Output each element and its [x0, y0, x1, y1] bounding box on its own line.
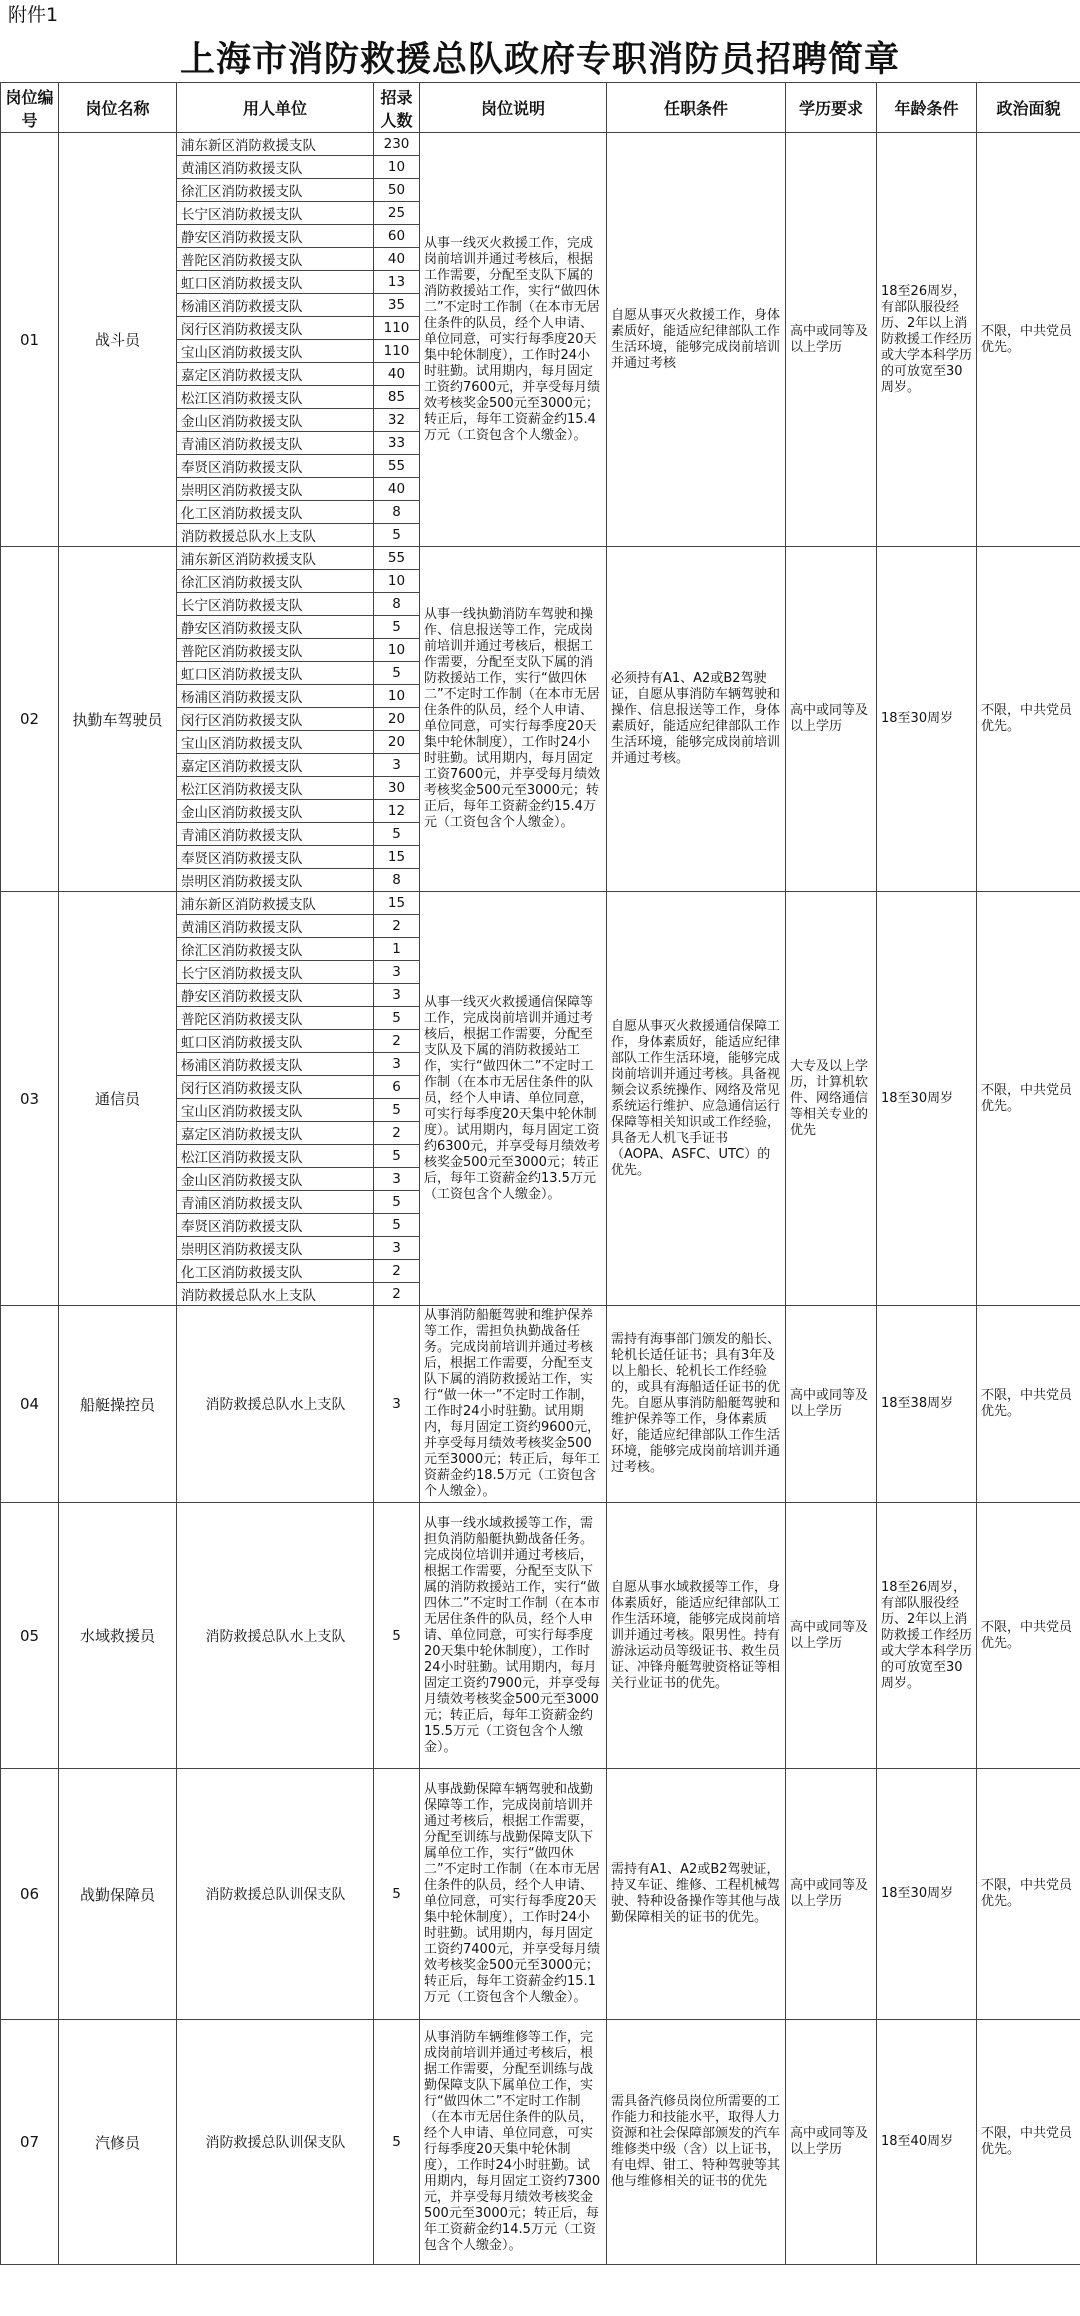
header-cell: 任职条件	[607, 83, 786, 133]
recruit-count: 2	[374, 1122, 420, 1145]
position-name: 船艇操控员	[59, 1306, 177, 1503]
recruit-count: 8	[374, 869, 420, 892]
position-requirements: 必须持有A1、A2或B2驾驶证，自愿从事消防车辆驾驶和操作、信息报送等工作，身体素质好，能适应纪律部队工作生活环境，能够完成岗前培训并通过考核。	[607, 547, 786, 892]
position-description: 从事战勤保障车辆驾驶和战勤保障等工作，完成岗前培训并通过考核后，根据工作需要，分配至训练与战勤保障支队下属单位工作，实行“做四休二”不定时工作制（在本市无居住条件的队员，经个人申请、单位同意，可实行每季度20天集中轮休制度），工作时24小时驻勤。试用期内，每月固定工资约7400元，并享受每月绩效考核奖金500元至3000元；转正后，每年工资薪金约15.1万元（工资包含个人缴金）。	[420, 1769, 607, 2020]
age-requirement: 18至30周岁	[877, 892, 977, 1306]
education-requirement: 高中或同等及以上学历	[786, 1503, 877, 1769]
employer-unit: 长宁区消防救援支队	[177, 202, 374, 225]
recruit-count: 50	[374, 179, 420, 202]
position-name: 执勤车驾驶员	[59, 547, 177, 892]
table-row	[1, 1503, 1080, 1769]
recruit-count: 3	[374, 1237, 420, 1260]
recruit-count: 40	[374, 363, 420, 386]
recruit-count: 85	[374, 386, 420, 409]
education-requirement: 高中或同等及以上学历	[786, 1306, 877, 1503]
header-cell: 岗位编号	[1, 83, 59, 133]
employer-unit: 崇明区消防救援支队	[177, 1237, 374, 1260]
recruit-count: 8	[374, 593, 420, 616]
recruit-count: 3	[374, 1306, 420, 1503]
position-code: 04	[1, 1306, 59, 1503]
header-cell: 岗位说明	[420, 83, 607, 133]
recruit-count: 230	[374, 133, 420, 156]
table-row	[1, 892, 1080, 915]
employer-unit: 长宁区消防救援支队	[177, 593, 374, 616]
header-cell: 政治面貌	[977, 83, 1080, 133]
table-row	[1, 1769, 1080, 2020]
position-code: 02	[1, 547, 59, 892]
recruit-count: 5	[374, 1191, 420, 1214]
employer-unit: 金山区消防救援支队	[177, 800, 374, 823]
political-status: 不限，中共党员优先。	[977, 133, 1080, 547]
position-name: 战斗员	[59, 133, 177, 547]
employer-unit: 浦东新区消防救援支队	[177, 133, 374, 156]
employer-unit: 普陀区消防救援支队	[177, 639, 374, 662]
position-code: 05	[1, 1503, 59, 1769]
political-status: 不限，中共党员优先。	[977, 1503, 1080, 1769]
education-requirement: 大专及以上学历，计算机软件、网络通信等相关专业的优先	[786, 892, 877, 1306]
recruit-count: 55	[374, 547, 420, 570]
employer-unit: 松江区消防救援支队	[177, 386, 374, 409]
political-status: 不限，中共党员优先。	[977, 2020, 1080, 2265]
education-requirement: 高中或同等及以上学历	[786, 547, 877, 892]
position-description: 从事消防车辆维修等工作，完成岗前培训并通过考核后，根据工作需要，分配至训练与战勤保障支队下属单位工作，实行“做四休二”不定时工作制（在本市无居住条件的队员，经个人申请、单位同意，可实行每季度20天集中轮休制度），工作时24小时驻勤。试用期内，每月固定工资约7300元，并享受每月绩效考核奖金500元至3000元；转正后，每年工资薪金约14.5万元（工资包含个人缴金）。	[420, 2020, 607, 2265]
employer-unit: 消防救援总队水上支队	[177, 524, 374, 547]
recruit-count: 5	[374, 1145, 420, 1168]
employer-unit: 杨浦区消防救援支队	[177, 1053, 374, 1076]
recruit-count: 10	[374, 639, 420, 662]
employer-unit: 崇明区消防救援支队	[177, 478, 374, 501]
recruit-count: 12	[374, 800, 420, 823]
employer-unit: 徐汇区消防救援支队	[177, 570, 374, 593]
political-status: 不限，中共党员优先。	[977, 1769, 1080, 2020]
header-cell: 学历要求	[786, 83, 877, 133]
employer-unit: 消防救援总队训保支队	[177, 2020, 374, 2265]
employer-unit: 宝山区消防救援支队	[177, 340, 374, 363]
age-requirement: 18至38周岁	[877, 1306, 977, 1503]
recruit-count: 3	[374, 984, 420, 1007]
recruit-count: 2	[374, 1283, 420, 1306]
position-requirements: 需持有A1、A2或B2驾驶证，持叉车证、维修、工程机械驾驶、特种设备操作等其他与战勤保障相关的证书的优先。	[607, 1769, 786, 2020]
age-requirement: 18至26周岁，有部队服役经历、2年以上消防救援工作经历或大学本科学历的可放宽至30周岁。	[877, 1503, 977, 1769]
table-body	[1, 133, 1080, 2265]
recruit-count: 10	[374, 570, 420, 593]
age-requirement: 18至30周岁	[877, 1769, 977, 2020]
recruit-count: 6	[374, 1076, 420, 1099]
employer-unit: 宝山区消防救援支队	[177, 731, 374, 754]
recruit-count: 10	[374, 156, 420, 179]
recruit-count: 15	[374, 846, 420, 869]
employer-unit: 静安区消防救援支队	[177, 225, 374, 248]
recruit-count: 5	[374, 2020, 420, 2265]
education-requirement: 高中或同等及以上学历	[786, 133, 877, 547]
recruit-count: 35	[374, 294, 420, 317]
header-cell: 年龄条件	[877, 83, 977, 133]
employer-unit: 消防救援总队水上支队	[177, 1283, 374, 1306]
table-row	[1, 547, 1080, 570]
employer-unit: 嘉定区消防救援支队	[177, 754, 374, 777]
recruitment-table	[0, 82, 1080, 2265]
employer-unit: 金山区消防救援支队	[177, 1168, 374, 1191]
employer-unit: 杨浦区消防救援支队	[177, 294, 374, 317]
position-requirements: 需具备汽修员岗位所需要的工作能力和技能水平，取得人力资源和社会保障部颁发的汽车维修类中级（含）以上证书，有电焊、钳工、特种驾驶等其他与维修相关的证书的优先	[607, 2020, 786, 2265]
employer-unit: 青浦区消防救援支队	[177, 432, 374, 455]
recruit-count: 55	[374, 455, 420, 478]
employer-unit: 消防救援总队水上支队	[177, 1306, 374, 1503]
recruit-count: 5	[374, 1503, 420, 1769]
political-status: 不限，中共党员优先。	[977, 1306, 1080, 1503]
attachment-label: 附件1	[8, 4, 59, 26]
employer-unit: 杨浦区消防救援支队	[177, 685, 374, 708]
employer-unit: 浦东新区消防救援支队	[177, 547, 374, 570]
employer-unit: 普陀区消防救援支队	[177, 1007, 374, 1030]
recruit-count: 10	[374, 685, 420, 708]
employer-unit: 奉贤区消防救援支队	[177, 455, 374, 478]
employer-unit: 闵行区消防救援支队	[177, 708, 374, 731]
recruit-count: 40	[374, 478, 420, 501]
employer-unit: 青浦区消防救援支队	[177, 823, 374, 846]
position-code: 01	[1, 133, 59, 547]
recruit-count: 5	[374, 1769, 420, 2020]
position-description: 从事一线执勤消防车驾驶和操作、信息报送等工作，完成岗前培训并通过考核后，根据工作需要，分配至支队下属的消防救援站工作，实行“做四休二”不定时工作制（在本市无居住条件的队员，经个人申请、单位同意，可实行每季度20天集中轮休制度），工作时24小时驻勤。试用期内，每月固定工资7600元，并享受每月绩效考核奖金500元至3000元；转正后，每年工资薪金约15.4万元（工资包含个人缴金）。	[420, 547, 607, 892]
recruit-count: 110	[374, 340, 420, 363]
employer-unit: 闵行区消防救援支队	[177, 1076, 374, 1099]
table-row	[1, 133, 1080, 156]
employer-unit: 崇明区消防救援支队	[177, 869, 374, 892]
header-cell: 岗位名称	[59, 83, 177, 133]
age-requirement: 18至30周岁	[877, 547, 977, 892]
table-header-row	[1, 83, 1080, 133]
employer-unit: 黄浦区消防救援支队	[177, 915, 374, 938]
header-cell: 用人单位	[177, 83, 374, 133]
employer-unit: 奉贤区消防救援支队	[177, 1214, 374, 1237]
employer-unit: 浦东新区消防救援支队	[177, 892, 374, 915]
recruit-count: 33	[374, 432, 420, 455]
recruit-count: 2	[374, 1030, 420, 1053]
position-code: 07	[1, 2020, 59, 2265]
recruit-count: 15	[374, 892, 420, 915]
position-name: 水域救援员	[59, 1503, 177, 1769]
employer-unit: 嘉定区消防救援支队	[177, 1122, 374, 1145]
employer-unit: 奉贤区消防救援支队	[177, 846, 374, 869]
employer-unit: 虹口区消防救援支队	[177, 271, 374, 294]
recruit-count: 3	[374, 754, 420, 777]
position-description: 从事一线灭火救援工作，完成岗前培训并通过考核后，根据工作需要，分配至支队下属的消防救援站工作，实行“做四休二”不定时工作制（在本市无居住条件的队员，经个人申请、单位同意，可实行每季度20天集中轮休制度），工作时24小时驻勤。试用期内，每月固定工资约7600元，并享受每月绩效考核奖金500元至3000元；转正后，每年工资薪金约15.4万元（工资包含个人缴金）。	[420, 133, 607, 547]
position-name: 汽修员	[59, 2020, 177, 2265]
age-requirement: 18至40周岁	[877, 2020, 977, 2265]
recruit-count: 5	[374, 616, 420, 639]
employer-unit: 闵行区消防救援支队	[177, 317, 374, 340]
recruit-count: 13	[374, 271, 420, 294]
recruit-count: 25	[374, 202, 420, 225]
political-status: 不限，中共党员优先。	[977, 547, 1080, 892]
recruit-count: 3	[374, 1168, 420, 1191]
position-name: 战勤保障员	[59, 1769, 177, 2020]
table-row	[1, 1306, 1080, 1503]
age-requirement: 18至26周岁，有部队服役经历、2年以上消防救援工作经历或大学本科学历的可放宽至30周岁。	[877, 133, 977, 547]
header-cell: 招录人数	[374, 83, 420, 133]
position-requirements: 自愿从事灭火救援工作，身体素质好，能适应纪律部队工作生活环境，能够完成岗前培训并通过考核	[607, 133, 786, 547]
employer-unit: 松江区消防救援支队	[177, 1145, 374, 1168]
recruit-count: 5	[374, 524, 420, 547]
position-description: 从事消防船艇驾驶和维护保养等工作，需担负执勤战备任务。完成岗前培训并通过考核后，根据工作需要，分配至支队下属的消防救援站工作，实行“做一休一”不定时工作制，工作时24小时驻勤。试用期内，每月固定工资约9600元，并享受每月绩效考核奖金500元至3000元；转正后，每年工资薪金约18.5万元（工资包含个人缴金）。	[420, 1306, 607, 1503]
employer-unit: 化工区消防救援支队	[177, 501, 374, 524]
recruit-count: 5	[374, 823, 420, 846]
recruit-count: 60	[374, 225, 420, 248]
education-requirement: 高中或同等及以上学历	[786, 2020, 877, 2265]
recruit-count: 3	[374, 1053, 420, 1076]
recruit-count: 2	[374, 1260, 420, 1283]
position-description: 从事一线水域救援等工作，需担负消防船艇执勤战备任务。完成岗位培训并通过考核后，根据工作需要，分配至支队下属的消防救援站工作，实行“做四休二”不定时工作制（在本市无居住条件的队员，经个人申请、单位同意，可实行每季度20天集中轮休制度），工作时24小时驻勤。试用期内，每月固定工资约7900元，并享受每月绩效考核奖金500元至3000元；转正后，每年工资薪金约15.5万元（工资包含个人缴金）。	[420, 1503, 607, 1769]
recruit-count: 5	[374, 1007, 420, 1030]
employer-unit: 嘉定区消防救援支队	[177, 363, 374, 386]
employer-unit: 静安区消防救援支队	[177, 616, 374, 639]
position-requirements: 需持有海事部门颁发的船长、轮机长适任证书；具有3年及以上船长、轮机长工作经验的，或具有海船适任证书的优先。自愿从事消防船艇驾驶和维护保养等工作，身体素质好，能适应纪律部队工作生活环境，能够完成岗前培训并通过考核。	[607, 1306, 786, 1503]
position-description: 从事一线灭火救援通信保障等工作，完成岗前培训并通过考核后，根据工作需要，分配至支队及下属的消防救援站工作，实行“做四休二”不定时工作制（在本市无居住条件的队员，经个人申请、单位同意，可实行每季度20天集中轮休制度）。试用期内，每月固定工资约6300元，并享受每月绩效考核奖金500元至3000元；转正后，每年工资薪金约13.5万元（工资包含个人缴金）。	[420, 892, 607, 1306]
recruit-count: 30	[374, 777, 420, 800]
position-requirements: 自愿从事水域救援等工作，身体素质好，能适应纪律部队工作生活环境，能够完成岗前培训并通过考核。限男性。持有游泳运动员等级证书、救生员证、冲锋舟艇驾驶资格证等相关行业证书的优先。	[607, 1503, 786, 1769]
table-row	[1, 2020, 1080, 2265]
employer-unit: 消防救援总队训保支队	[177, 1769, 374, 2020]
employer-unit: 徐汇区消防救援支队	[177, 179, 374, 202]
employer-unit: 化工区消防救援支队	[177, 1260, 374, 1283]
recruit-count: 8	[374, 501, 420, 524]
employer-unit: 松江区消防救援支队	[177, 777, 374, 800]
political-status: 不限，中共党员优先。	[977, 892, 1080, 1306]
employer-unit: 青浦区消防救援支队	[177, 1191, 374, 1214]
employer-unit: 黄浦区消防救援支队	[177, 156, 374, 179]
recruit-count: 5	[374, 1099, 420, 1122]
recruit-count: 1	[374, 938, 420, 961]
recruit-count: 32	[374, 409, 420, 432]
employer-unit: 普陀区消防救援支队	[177, 248, 374, 271]
position-code: 03	[1, 892, 59, 1306]
page-title: 上海市消防救援总队政府专职消防员招聘简章	[179, 40, 900, 80]
recruit-count: 20	[374, 708, 420, 731]
recruit-count: 5	[374, 1214, 420, 1237]
employer-unit: 虹口区消防救援支队	[177, 1030, 374, 1053]
employer-unit: 金山区消防救援支队	[177, 409, 374, 432]
recruit-count: 40	[374, 248, 420, 271]
education-requirement: 高中或同等及以上学历	[786, 1769, 877, 2020]
recruit-count: 2	[374, 915, 420, 938]
recruit-count: 20	[374, 731, 420, 754]
employer-unit: 虹口区消防救援支队	[177, 662, 374, 685]
employer-unit: 徐汇区消防救援支队	[177, 938, 374, 961]
employer-unit: 宝山区消防救援支队	[177, 1099, 374, 1122]
recruit-count: 3	[374, 961, 420, 984]
employer-unit: 长宁区消防救援支队	[177, 961, 374, 984]
recruit-count: 5	[374, 662, 420, 685]
position-requirements: 自愿从事灭火救援通信保障工作，身体素质好，能适应纪律部队工作生活环境，能够完成岗前培训并通过考核。具备视频会议系统操作、网络及常见系统运行维护、应急通信运行保障等相关知识或工作经验，具备无人机飞手证书（AOPA、ASFC、UTC）的优先。	[607, 892, 786, 1306]
employer-unit: 消防救援总队水上支队	[177, 1503, 374, 1769]
recruit-count: 110	[374, 317, 420, 340]
position-name: 通信员	[59, 892, 177, 1306]
position-code: 06	[1, 1769, 59, 2020]
employer-unit: 静安区消防救援支队	[177, 984, 374, 1007]
